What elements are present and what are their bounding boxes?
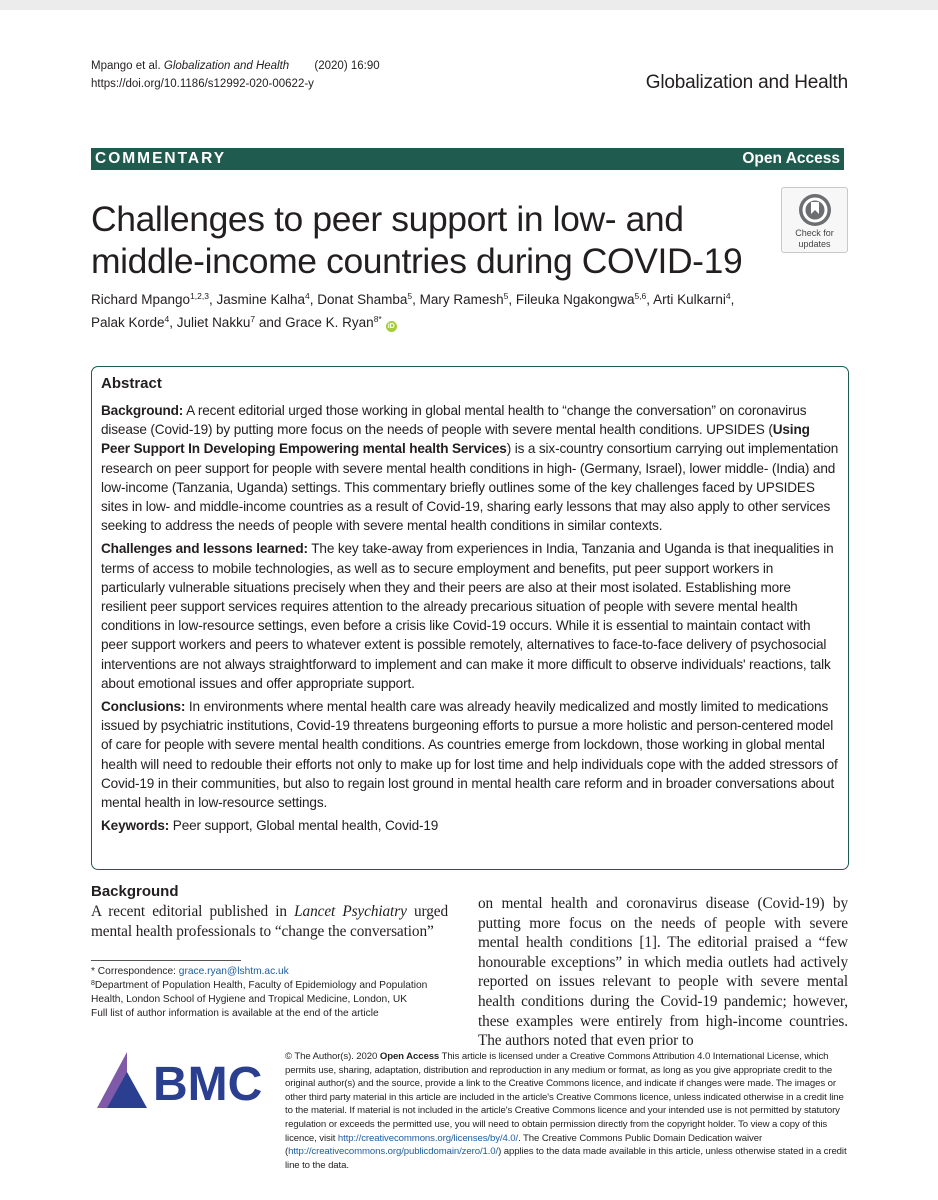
body-column-left (91, 882, 448, 941)
running-head-authors: Mpango et al. (91, 60, 161, 72)
abstract-challenges: Challenges and lessons learned: The key take-away from experiences in India, Tanzania and Uganda is that inequalities in terms of access to mobile technologies, as well as to secure employment and benefits, put peer support workers in particularly vulnerable situations precisely when they and their peers are also at their most isolated. Establishing more resilient peer support services requires attention to the already precarious situation of people with severe mental health conditions in low-resource settings, even before a crisis like Covid-19 occurs. While it is essential to maintain contact with peer support workers and peers to whatever extent is possible remotely, alternatives to face-to-face delivery of psychosocial interventions are not always straightforward to implement and can make it more difficult to observe individuals' reactions, talk about emotional issues and offer appropriate support. (101, 541, 834, 691)
author[interactable]: Palak Korde$^4$ (91, 314, 170, 330)
author[interactable]: Jasmine Kalha$^4$ (216, 291, 310, 307)
running-head (91, 57, 380, 93)
license-statement: © The Author(s). 2020 Open Access This article is licensed under a Creative Commons Attribution 4.0 International License, which permits use, sharing, adaptation, distribution and reproduction in any medium or format, as long as you give appropriate credit to the original author(s) and the source, provide a link to the Creative Commons licence, and indicate if changes were made. The images or other third party material in this article are included in the article's Creative Commons licence, unless indicated otherwise in a credit line to the material. If material is not included in the article's Creative Commons licence and your intended use is not permitted by statutory regulation or exceeds the permitted use, you will need to obtain permission directly from the copyright holder. To view a copy of this licence, visit http://creativecommons.org/licenses/by/4.0/. The Creative Commons Public Domain Dedication waiver (http://creativecommons.org/publicdomain/zero/1.0/) applies to the data made available in this article, unless otherwise stated in a credit line to the data. (285, 1051, 847, 1171)
abstract-keywords: Keywords: Peer support, Global mental health, Covid-19 (101, 818, 439, 834)
author[interactable]: Grace K. Ryan$^{8*}$ (285, 314, 382, 330)
bmc-logo-text: BMC (153, 1058, 263, 1110)
author-list: Richard Mpango$^{1,2,3}$, Jasmine Kalha$^4$, Donat Shamba$^5$, Mary Ramesh$^5$, Fileuka Ngakongwa$^{5,6}$, Arti Kulkarni$^4$, Palak Korde$^4$, Juliet Nakku$^7$ and Grace K. Ryan$^{8*}$iD (91, 291, 735, 330)
article-type-label: COMMENTARY (95, 150, 227, 167)
body-paragraph-left: A recent editorial published in Lancet Psychiatry urged mental health professionals to “change the conversation” (91, 903, 448, 940)
abstract-box (91, 366, 849, 870)
open-access-label: Open Access (742, 150, 840, 167)
author[interactable]: Mary Ramesh$^5$ (419, 291, 509, 307)
running-head-journal: Globalization and Health (163, 60, 290, 72)
author[interactable]: Richard Mpango$^{1,2,3}$ (91, 291, 209, 307)
section-heading-background: Background (91, 883, 179, 900)
footnote-divider (91, 960, 241, 961)
abstract-background: Background: A recent editorial urged those working in global mental health to “change the conversation” on coronavirus disease (Covid-19) by putting more focus on the needs of people with severe mental health conditions. UPSIDES (Using Peer Support In Developing Empowering mental health Services) is a six-country consortium carrying out implementation research on peer support for people with severe mental health conditions in high- (Germany, Israel), lower middle- (India) and low-income (Tanzania, Uganda) settings. This commentary briefly outlines some of the key challenges faced by UPSIDES sites in low- and middle-income countries as a result of Covid-19, sharing early lessons that may also apply to other services seeking to address the needs of people with severe mental health conditions in similar contexts. (101, 403, 839, 534)
abstract-heading: Abstract (101, 375, 162, 392)
author[interactable]: Arti Kulkarni$^4$ (653, 291, 731, 307)
orcid-icon[interactable]: iD (387, 323, 395, 330)
body-paragraph-right: on mental health and coronavirus disease (Covid-19) by putting more focus on the needs of people with severe mental health conditions [1]. The editorial praised a “few honourable exceptions” in which media outlets had actively reported on issues relevant to people with severe mental health conditions during the Covid-19 pandemic; however, these examples were entirely from high-income countries. The authors noted that even prior to (478, 895, 848, 1050)
article-type-banner (91, 148, 844, 170)
abstract-conclusions: Conclusions: In environments where mental health care was already heavily medicalized and mostly limited to medications issued by psychiatric institutions, Covid-19 threatens burgeoning efforts to pursue a more holistic and person-centered model of care for people with severe mental health conditions. As countries emerge from lockdown, those working in global mental health will need to redouble their efforts not only to make up for lost time and help individuals cope with the added stressors of Covid-19 in their communities, but also to regain lost ground in mental health care reform and in broader conversations about mental health in low-resource settings. (101, 699, 838, 811)
article-title: Challenges to peer support in low- and middle-income countries during COVID-19 (91, 199, 743, 281)
top-edge-bar (0, 0, 938, 10)
cc-license-link[interactable]: http://creativecommons.org/licenses/by/4.0/ (337, 1132, 519, 1144)
bmc-logo (97, 1050, 267, 1110)
bmc-logo-mark (97, 1050, 267, 1110)
check-for-updates-line1: Check for (795, 228, 834, 238)
check-for-updates-icon (798, 193, 832, 227)
author[interactable]: Donat Shamba$^5$ (317, 291, 413, 307)
affiliation-note: $^8$Department of Population Health, Faculty of Epidemiology and Population Health, London School of Hygiene and Tropical Medicine, London, UK (91, 980, 428, 1005)
correspondence-email-link[interactable]: grace.ryan@lshtm.ac.uk (178, 966, 289, 977)
doi-link[interactable]: https://doi.org/10.1186/s12992-020-00622-y (91, 78, 314, 90)
author[interactable]: Fileuka Ngakongwa$^{5,6}$ (515, 291, 647, 307)
footnotes (91, 965, 448, 1021)
correspondence-line: * Correspondence: grace.ryan@lshtm.ac.uk (91, 966, 289, 977)
article-page (0, 10, 938, 1200)
running-head-year-volume: (2020) 16:90 (314, 60, 380, 72)
author[interactable]: Juliet Nakku$^7$ (176, 314, 256, 330)
check-for-updates-line2: updates (798, 239, 831, 249)
authors-and: and (258, 315, 282, 330)
check-for-updates-button[interactable] (781, 187, 848, 253)
journal-name: Globalization and Health (645, 72, 848, 93)
cc-zero-link[interactable]: http://creativecommons.org/publicdomain/zero/1.0/ (288, 1146, 499, 1158)
full-author-info-note: Full list of author information is available at the end of the article (91, 1008, 379, 1019)
body-column-right (478, 894, 848, 1051)
